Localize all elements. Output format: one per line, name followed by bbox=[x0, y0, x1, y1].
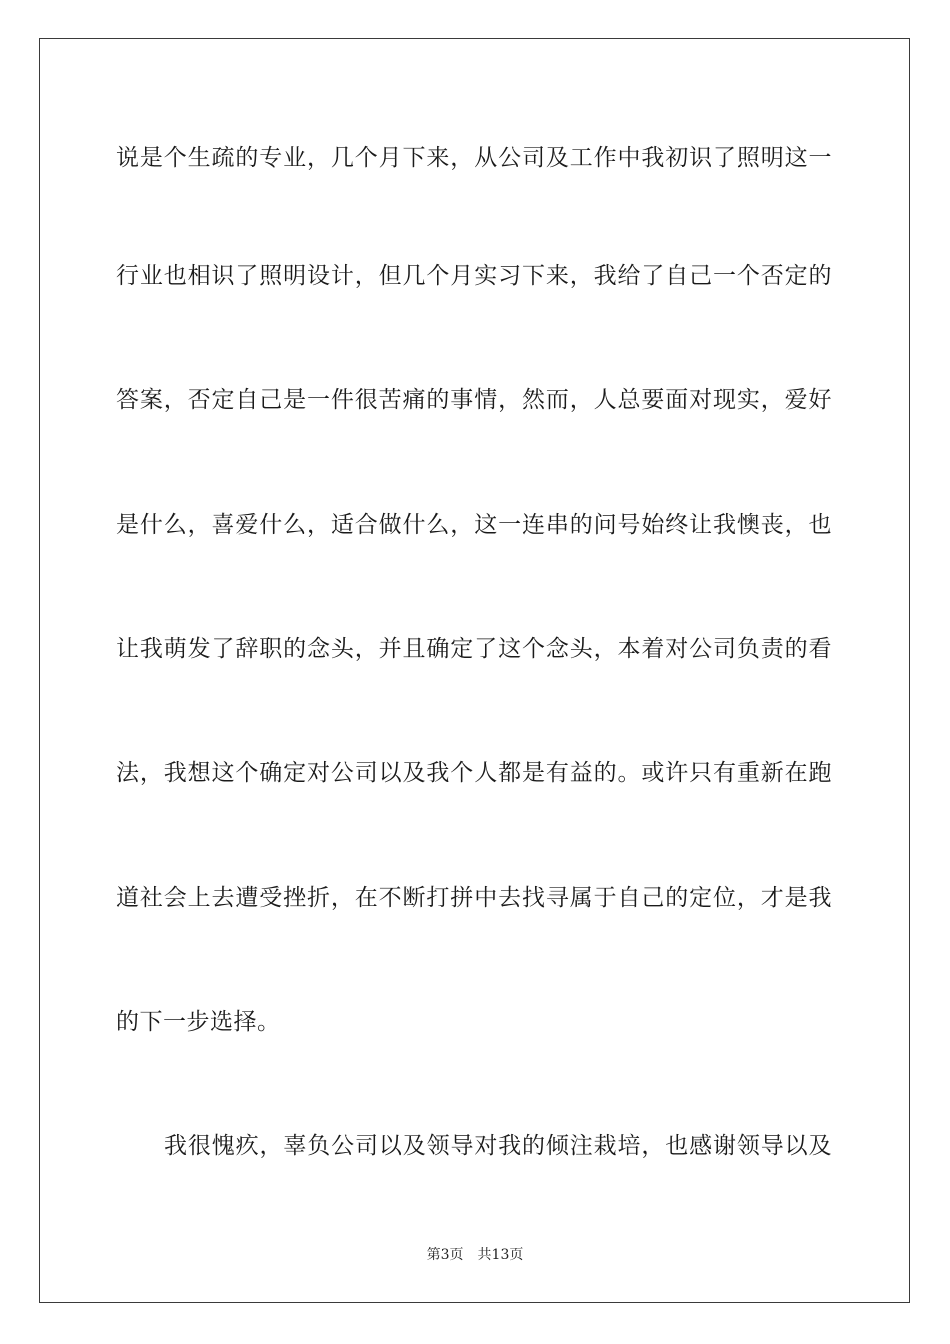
body-text-line: 是什么，喜爱什么，适合做什么，这一连串的问号始终让我懊丧，也 bbox=[116, 512, 832, 538]
body-text-line: 说是个生疏的专业，几个月下来，从公司及工作中我初识了照明这一 bbox=[116, 145, 832, 171]
body-text-line: 让我萌发了辞职的念头，并且确定了这个念头，本着对公司负责的看 bbox=[116, 636, 832, 662]
body-text-line: 行业也相识了照明设计，但几个月实习下来，我给了自己一个否定的 bbox=[116, 263, 832, 289]
page-footer bbox=[0, 1246, 950, 1264]
page-number: 第3页 bbox=[426, 1247, 464, 1263]
body-text-line: 的下一步选择。 bbox=[116, 1009, 281, 1035]
body-text-line: 道社会上去遭受挫折，在不断打拼中去找寻属于自己的定位，才是我 bbox=[116, 885, 832, 911]
paragraph-start-line: 我很愧疚，辜负公司以及领导对我的倾注栽培，也感谢领导以及 bbox=[164, 1133, 832, 1159]
page-border bbox=[39, 38, 910, 1303]
body-text-line: 法，我想这个确定对公司以及我个人都是有益的。或许只有重新在跑 bbox=[116, 760, 832, 786]
total-pages: 共13页 bbox=[477, 1247, 524, 1263]
body-text-line: 答案，否定自己是一件很苦痛的事情，然而，人总要面对现实，爱好 bbox=[116, 387, 832, 413]
